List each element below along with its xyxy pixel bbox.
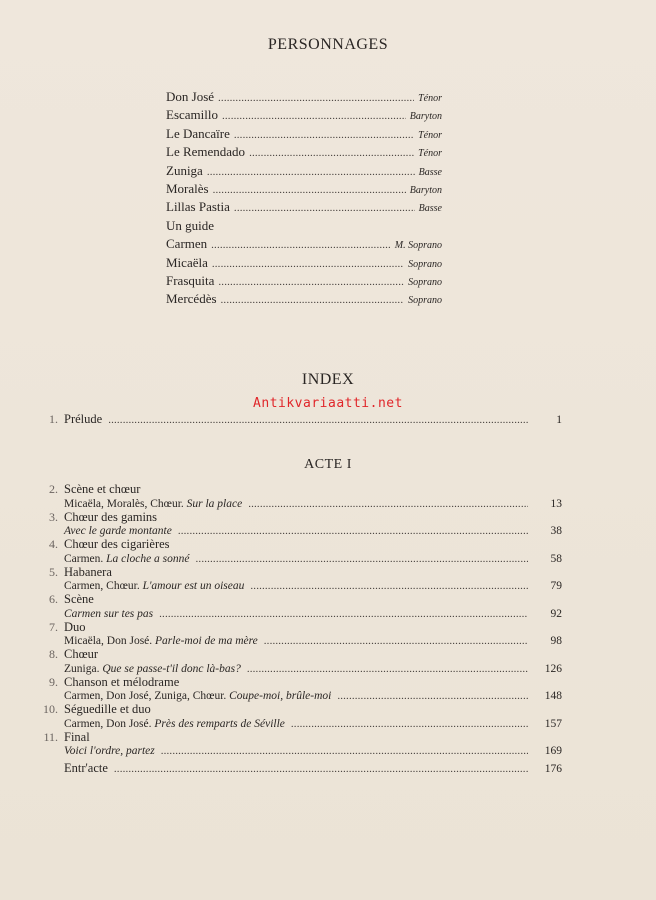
entry-incipit: La cloche a sonné	[106, 552, 190, 565]
leader-dots	[212, 258, 404, 270]
entry-performers: Micaëla, Don José.	[64, 635, 153, 647]
cast-name: Escamillo	[166, 107, 218, 123]
entry-performers: Carmen, Don José.	[64, 717, 152, 730]
entry-title: Final	[64, 729, 90, 744]
index-entry	[34, 592, 562, 620]
leader-dots	[178, 525, 528, 537]
cast-row	[166, 236, 442, 254]
page-number: 92	[550, 607, 562, 620]
cast-row	[166, 273, 442, 291]
leader-dots	[213, 184, 406, 196]
entry-incipit: Voici l'ordre, partez	[64, 745, 155, 757]
leader-dots	[250, 580, 528, 592]
cast-name: Zuniga	[166, 162, 203, 178]
entry-title: Duo	[64, 619, 86, 634]
leader-dots	[222, 110, 406, 122]
watermark-text: Antikvariaatti.net	[253, 396, 403, 411]
entry-title: Chœur des gamins	[64, 509, 158, 524]
cast-row	[166, 107, 442, 125]
entry-incipit: Parle-moi de ma mère	[155, 635, 258, 647]
page-number: 157	[544, 717, 562, 730]
entry-incipit: Carmen sur tes pas	[64, 607, 154, 620]
cast-list	[166, 89, 442, 310]
cast-voice: Soprano	[408, 276, 442, 288]
cast-name: Frasquita	[166, 272, 215, 288]
cast-voice: Baryton	[409, 184, 442, 196]
leader-dots	[249, 147, 414, 159]
entry-title: Chœur	[64, 647, 99, 661]
entry-performers: Carmen, Chœur.	[64, 580, 140, 592]
cast-row	[166, 126, 442, 144]
entry-number: 2.	[49, 482, 58, 496]
entry-title: Chœur des cigarières	[64, 537, 170, 551]
cast-voice: Ténor	[418, 129, 442, 141]
cast-voice: Baryton	[409, 111, 442, 123]
cast-row	[166, 255, 442, 273]
cast-row	[166, 218, 442, 236]
index-entry	[34, 510, 562, 538]
index-entry	[34, 729, 562, 775]
page-number: 176	[544, 762, 562, 775]
leader-dots	[221, 294, 405, 306]
index-entry	[34, 482, 562, 510]
leader-dots	[248, 498, 528, 510]
cast-voice: Ténor	[418, 93, 442, 104]
entry-performers: Micaëla, Moralès, Chœur.	[64, 497, 184, 510]
cast-name: Le Dancaïre	[166, 125, 230, 141]
entry-title: Chanson et mélodrame	[64, 674, 180, 689]
page-number: 79	[550, 580, 562, 592]
entry-number: 4.	[49, 537, 58, 551]
cast-name: Carmen	[166, 236, 208, 252]
entry-title: Séguedille et duo	[64, 702, 151, 716]
page-number: 169	[544, 745, 562, 757]
index-entry	[34, 565, 562, 593]
leader-dots	[218, 92, 414, 104]
leader-dots	[291, 718, 528, 730]
entry-incipit: Avec le garde montante	[64, 525, 172, 537]
leader-dots	[234, 129, 414, 141]
entry-number: 3.	[49, 509, 58, 524]
leader-dots	[264, 635, 528, 647]
page-number: 148	[544, 690, 562, 702]
entry-title: Scène	[64, 592, 94, 606]
personnages-heading: PERSONNAGES	[267, 36, 389, 53]
index-entry	[34, 702, 562, 730]
leader-dots	[218, 276, 404, 288]
entry-title: Entr'acte	[64, 760, 108, 775]
leader-dots	[211, 239, 391, 251]
page-number: 98	[550, 635, 562, 647]
acte-entries	[34, 482, 562, 775]
entracte-row	[34, 761, 562, 777]
cast-row	[166, 163, 442, 181]
index-entry	[34, 675, 562, 703]
cast-row	[166, 89, 442, 107]
cast-row	[166, 144, 442, 162]
cast-name: Le Remendado	[166, 144, 246, 160]
entry-number: 9.	[49, 674, 58, 689]
cast-name: Lillas Pastia	[166, 199, 230, 215]
entry-title: Habanera	[64, 564, 112, 579]
entry-incipit: Coupe-moi, brûle-moi	[229, 690, 332, 702]
cast-name: Micaëla	[166, 254, 208, 270]
cast-name: Un guide	[166, 217, 215, 233]
cast-voice: Basse	[418, 166, 442, 178]
cast-name: Don José	[166, 89, 215, 104]
leader-dots	[159, 608, 528, 620]
entry-performers: Carmen, Don José, Zuniga, Chœur.	[64, 690, 227, 702]
index-entry	[34, 537, 562, 565]
entry-number: 8.	[49, 647, 58, 661]
leader-dots	[337, 690, 528, 702]
entry-number: 11.	[43, 729, 58, 744]
leader-dots	[161, 745, 528, 757]
page-number: 1	[556, 414, 562, 426]
entry-performers: Zuniga.	[64, 662, 100, 675]
leader-dots	[114, 763, 528, 775]
cast-row	[166, 199, 442, 217]
entry-incipit: Près des remparts de Séville	[154, 717, 285, 730]
entry-title: Prélude	[64, 412, 103, 426]
leader-dots	[207, 166, 415, 178]
leader-dots	[247, 663, 528, 675]
entry-incipit: Que se passe-t'il donc là-bas?	[102, 662, 241, 675]
entry-number: 10.	[43, 702, 58, 716]
leader-dots	[234, 202, 415, 214]
cast-row	[166, 181, 442, 199]
cast-row	[166, 291, 442, 309]
page-number: 38	[550, 525, 562, 537]
page-number: 126	[544, 662, 562, 675]
leader-dots	[108, 414, 528, 426]
entry-number: 7.	[49, 619, 58, 634]
index-entry	[34, 647, 562, 675]
index-row	[34, 412, 562, 428]
index-entry	[34, 620, 562, 648]
leader-dots	[196, 553, 528, 565]
page-number: 58	[550, 552, 562, 565]
entry-incipit: L'amour est un oiseau	[142, 580, 245, 592]
entry-incipit: Sur la place	[186, 497, 243, 510]
cast-voice: M. Soprano	[394, 240, 442, 252]
entry-number: 5.	[49, 564, 58, 579]
cast-voice: Soprano	[408, 258, 442, 270]
cast-voice: Soprano	[408, 295, 442, 307]
index-heading: INDEX	[301, 371, 355, 388]
cast-voice: Basse	[418, 203, 442, 215]
entry-number: 1.	[49, 412, 58, 426]
cast-name: Moralès	[166, 180, 209, 196]
cast-voice: Ténor	[418, 148, 442, 160]
cast-name: Mercédès	[166, 291, 217, 307]
acte-heading: ACTE I	[304, 457, 352, 472]
entry-title: Scène et chœur	[64, 482, 141, 496]
page-number: 13	[550, 497, 562, 510]
entry-number: 6.	[49, 592, 58, 606]
prelude-entry	[34, 412, 562, 428]
entry-performers: Carmen.	[64, 552, 104, 565]
